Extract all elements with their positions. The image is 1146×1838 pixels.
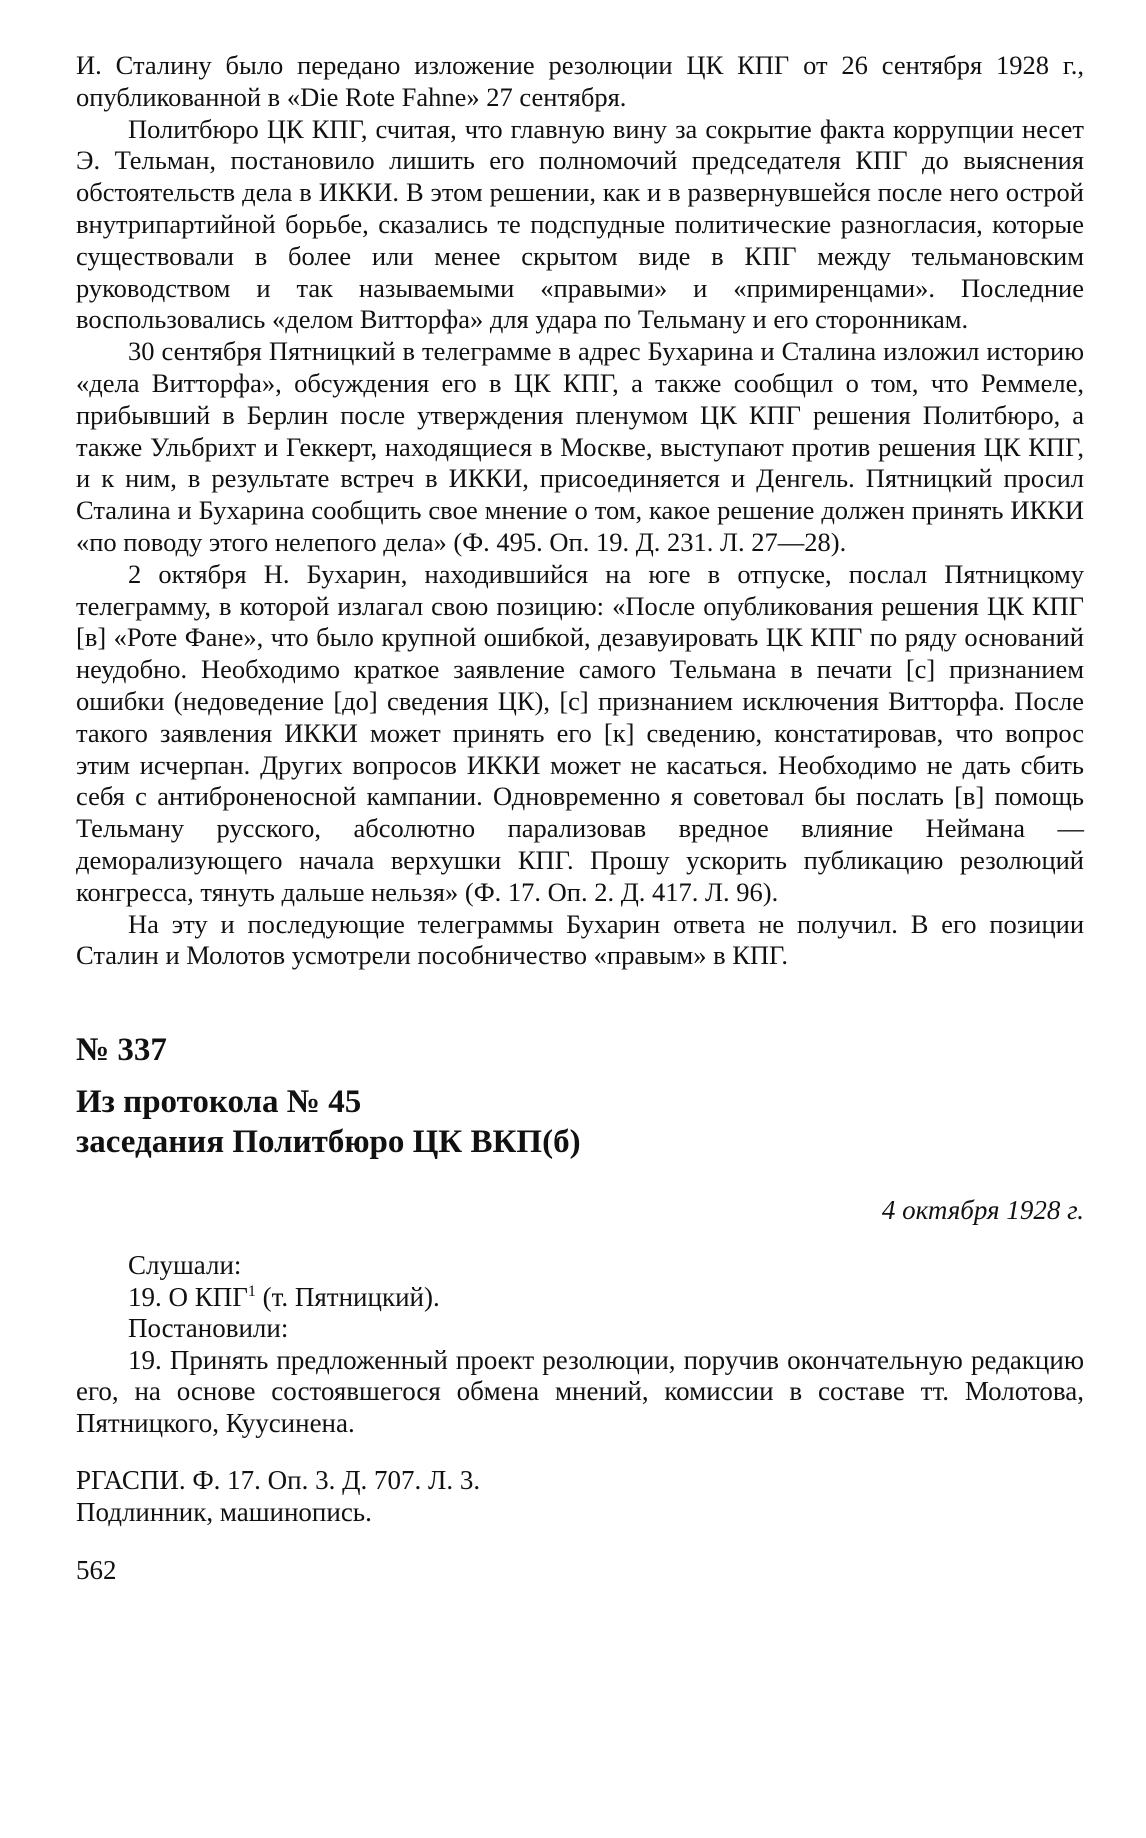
resolved-label: Постановили:: [128, 1313, 289, 1344]
paragraph: На эту и последующие телеграммы Бухарин ответа не получил. В его позиции Сталин и Молотов усмотрели пособничество «правым» в КПГ.: [76, 908, 1084, 971]
document-number: № 337: [76, 1032, 167, 1069]
heard-item: [76, 1282, 1084, 1314]
paragraph: 30 сентября Пятницкий в телеграмме в адрес Бухарина и Сталина изложил историю «дела Витторфа», обсуждения его в ЦК КПГ, а также сообщил о том, что Реммеле, прибывший в Берлин после утверждения пленумом ЦК КПГ решения Политбюро, а также Ульбрихт и Геккерт, находящиеся в Москве, выступают против решения ЦК КПГ, и к ним, в результате встреч в ИККИ, присоединяется и Денгель. Пятницкий просил Сталина и Бухарина сообщить свое мнение о том, какое решение должен принять ИККИ «по поводу этого нелепого дела» (Ф. 495. Оп. 19. Д. 231. Л. 27—28).: [76, 336, 1084, 557]
document-title: [76, 1082, 1084, 1162]
document-date: 4 октября 1928 г.: [881, 1195, 1084, 1226]
paragraph: Политбюро ЦК КПГ, считая, что главную вину за сокрытие факта коррупции несет Э. Тельман, постановило лишить его полномочий председателя КПГ до выяснения обстоятельств дела в ИККИ. В этом решении, как и в развернувшейся после него острой внутрипартийной борьбе, сказались те подспудные политические разногласия, которые существовали в более или менее скрытом виде в КПГ между тельмановским руководством и так называемыми «правыми» и «примиренцами». Последние воспользовались «делом Витторфа» для удара по Тельману и его сторонникам.: [76, 113, 1084, 335]
resolved-item: 19. Принять предложенный проект резолюции, поручив окончательную редакцию его, на основе состоявшегося обмена мнений, комиссии в составе тт. Молотова, Пятницкого, Куусинена.: [76, 1344, 1084, 1438]
archive-note: Подлинник, машинопись.: [76, 1496, 372, 1527]
archive-reference: РГАСПИ. Ф. 17. Оп. 3. Д. 707. Л. 3.: [76, 1465, 481, 1496]
archive-source: [76, 1465, 1084, 1528]
paragraph: 2 октября Н. Бухарин, находившийся на юге в отпуске, послал Пятницкому телеграмму, в которой излагал свою позицию: «После опубликования решения ЦК КПГ [в] «Роте Фане», что было крупной ошибкой, дезавуировать ЦК КПГ по ряду оснований неудобно. Необходимо краткое заявление самого Тельмана в печати [с] признанием ошибки (недоведение [до] сведения ЦК), [с] признанием исключения Витторфа. После такого заявления ИККИ может принять его [к] сведению, констатировав, что вопрос этим исчерпан. Других вопросов ИККИ может не касаться. Необходимо не дать сбить себя с антиброненосной кампании. Одновременно я советовал бы послать [в] помощь Тельману русского, абсолютно парализовав вредное влияние Неймана — деморализующего начала верхушки КПГ. Прошу ускорить публикацию резолюций конгресса, тянуть дальше нельзя» (Ф. 17. Оп. 2. Д. 417. Л. 96).: [76, 558, 1084, 907]
protocol-body: [76, 1250, 1084, 1439]
page-number: 562: [76, 1555, 117, 1586]
document-header: [76, 1030, 1084, 1226]
commentary: [76, 50, 1084, 972]
heard-item-text: 19. О КПГ: [128, 1281, 248, 1312]
document-title-line: Из протокола № 45: [76, 1084, 362, 1121]
heard-label: Слушали:: [128, 1250, 242, 1281]
footnote-marker: 1: [247, 1282, 256, 1300]
heard-item-rest: (т. Пятницкий).: [255, 1281, 440, 1312]
paragraph: И. Сталину было передано изложение резолюции ЦК КПГ от 26 сентября 1928 г., опубликованной в «Die Rote Fahne» 27 сентября.: [76, 50, 1084, 112]
document-title-line: заседания Политбюро ЦК ВКП(б): [76, 1124, 581, 1161]
